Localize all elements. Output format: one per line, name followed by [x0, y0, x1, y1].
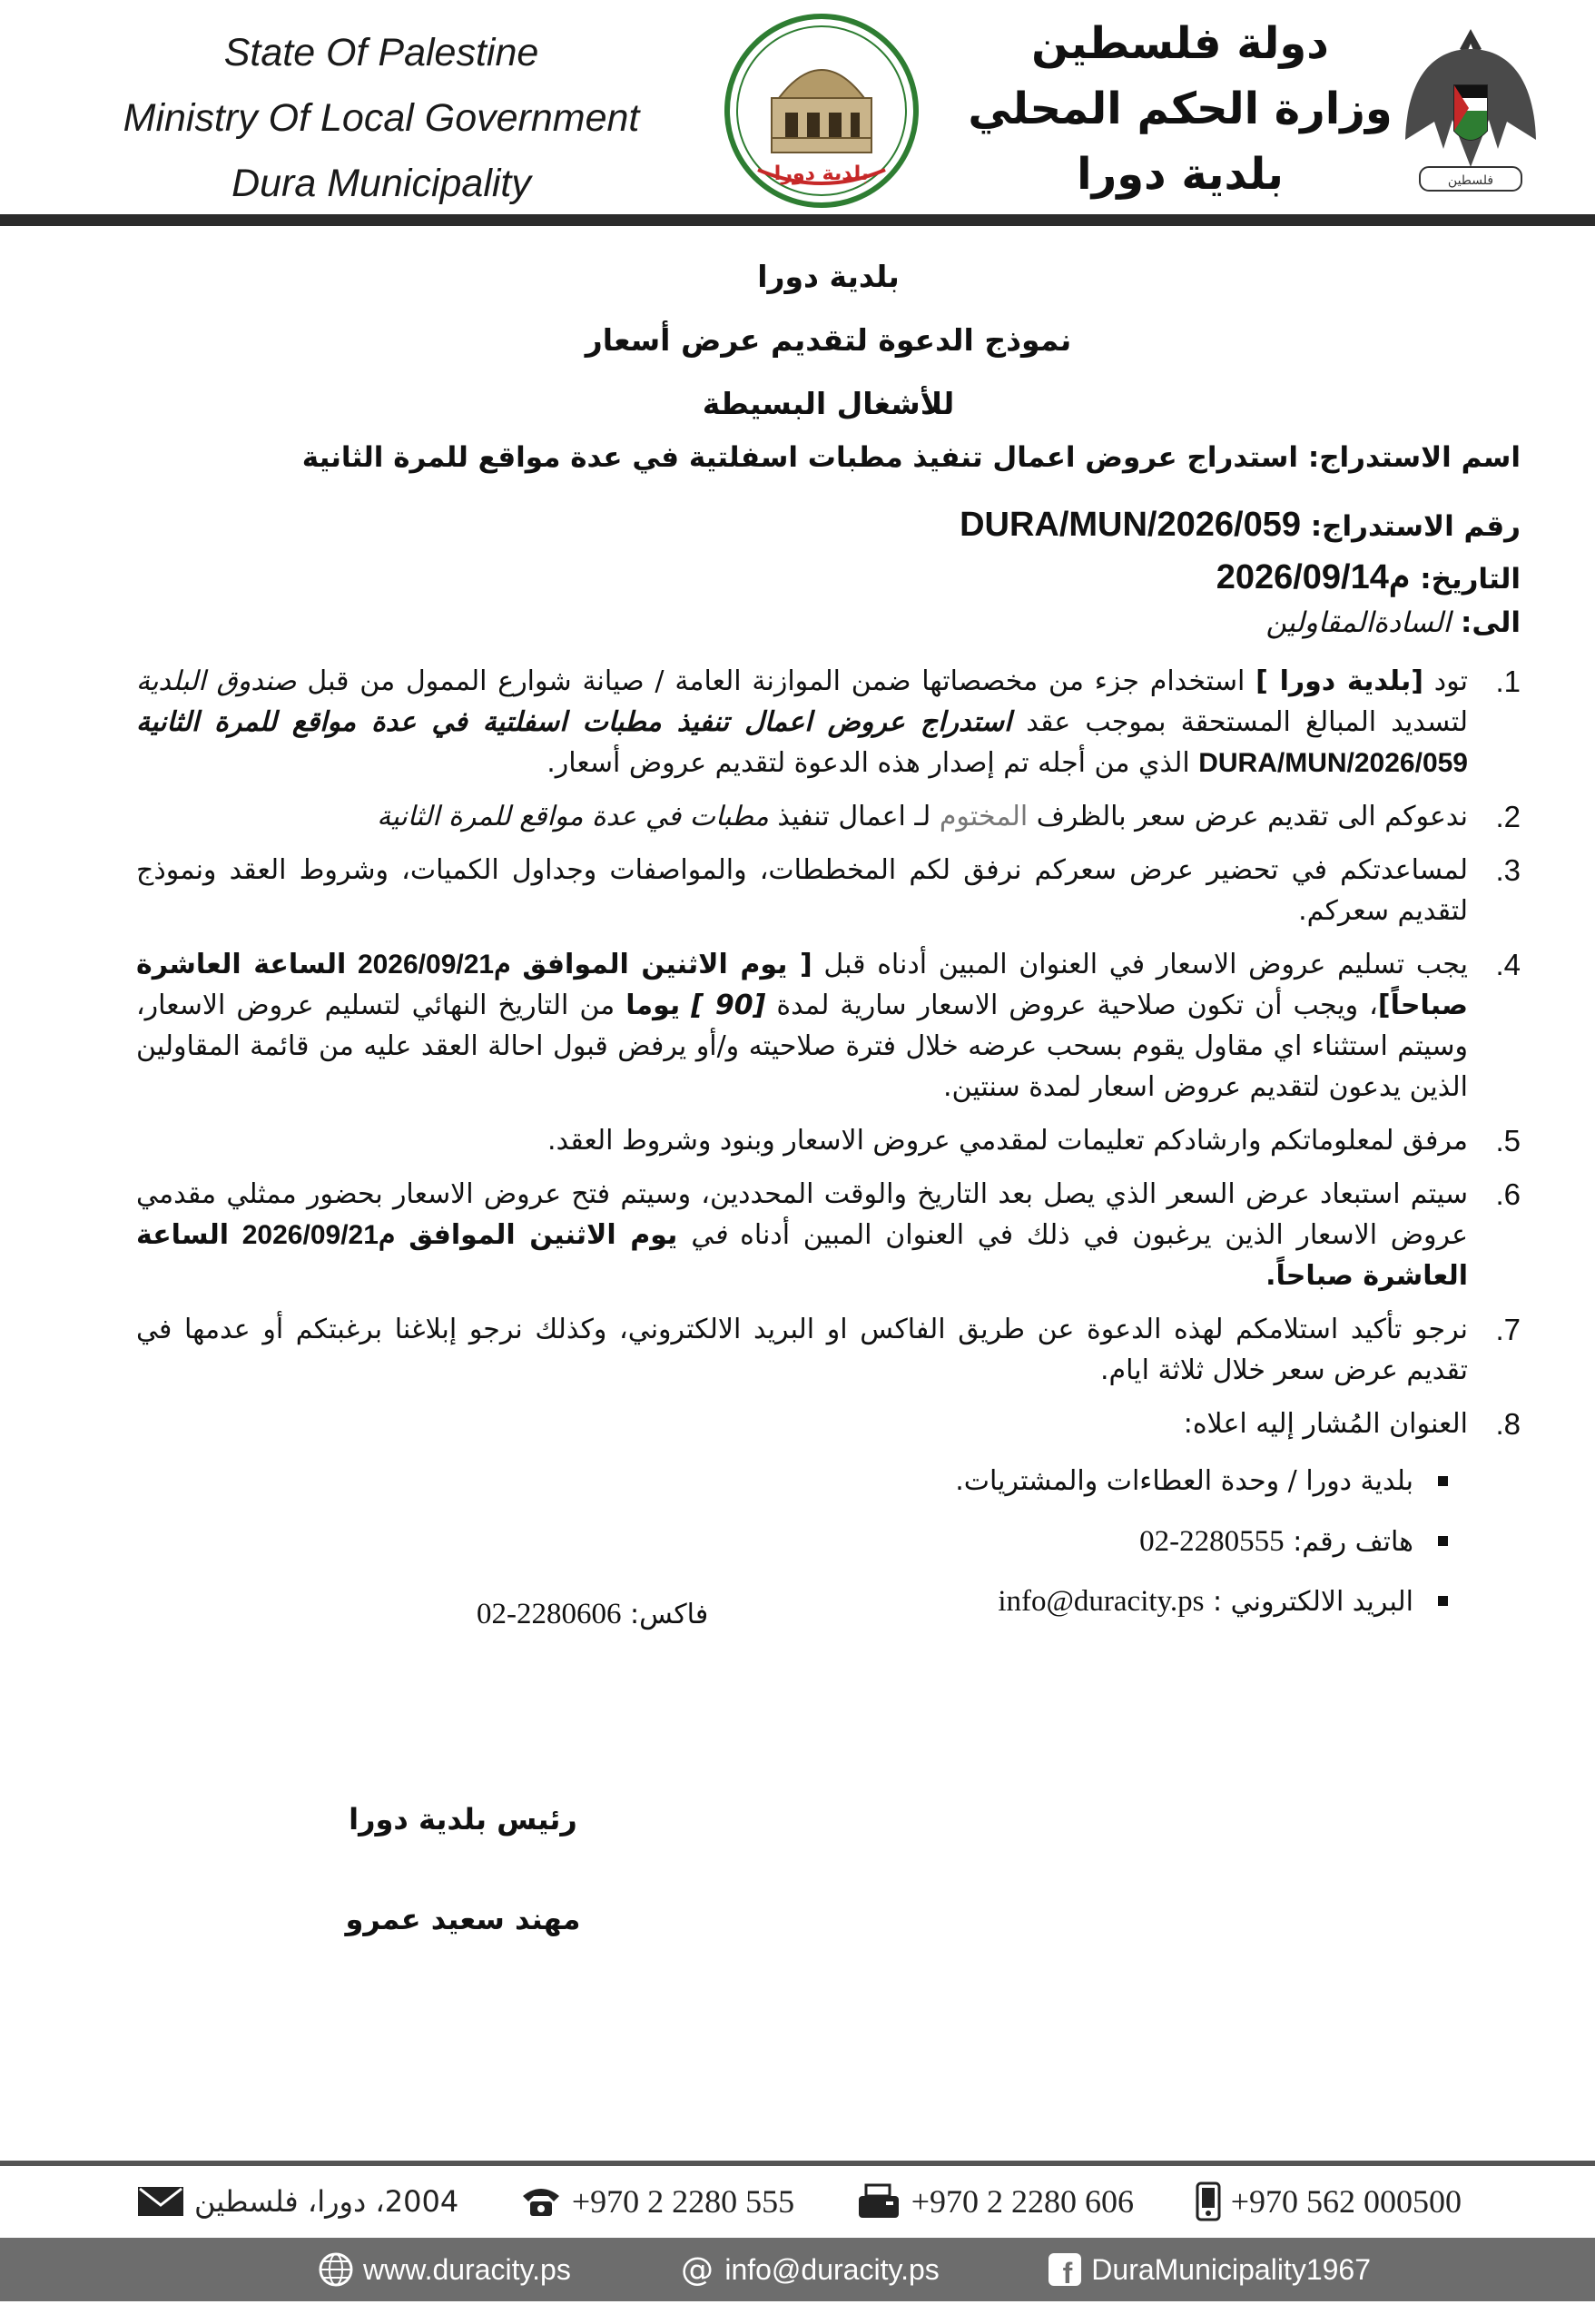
instructions-list: [136, 661, 1521, 1444]
list-item: 3. لمساعدتكم في تحضير عرض سعركم نرفق لكم المخططات، والمواصفات وجداول الكميات، وشروط العقد ونموذج لتقديم سعركم.: [136, 853, 1521, 927]
footer-mobile: +970 562 000500: [1195, 2181, 1462, 2221]
bullet-icon: [1438, 1536, 1448, 1546]
fax-icon: [855, 2183, 902, 2220]
ministry-name-ar: وزارة الحكم المحلي: [968, 84, 1393, 134]
municipality-name-en: Dura Municipality: [231, 162, 531, 205]
title-works: للأشغال البسيطة: [702, 386, 955, 421]
address-unit: بلدية دورا / وحدة العطاءات والمشتريات.: [136, 1452, 1448, 1512]
state-name-ar: دولة فلسطين: [1031, 18, 1329, 69]
letter-body: [136, 245, 1521, 1631]
list-item: 5. مرفق لمعلوماتكم وارشادكم تعليمات لمقدمي عروض الاسعار وبنود وشروط العقد.: [547, 1124, 1521, 1157]
envelope-icon: [136, 2183, 185, 2220]
tender-date: التاريخ: 2026/09/14م: [1216, 558, 1521, 596]
title-form: نموذج الدعوة لتقديم عرض أسعار: [585, 322, 1072, 358]
bullet-icon: [1438, 1476, 1448, 1486]
footer-email[interactable]: @ info@duracity.ps: [681, 2251, 940, 2288]
footer-online: [318, 2242, 1371, 2297]
footer-fax: +970 2 2280 606: [855, 2182, 1134, 2221]
footer-divider: [0, 2161, 1595, 2166]
list-item: 6. سيتم استبعاد عرض السعر الذي يصل بعد التاريخ والوقت المحددين، وسيتم فتح عروض الاسعار بحضور ممثلي مقدمي عروض الاسعار الذين يرغبون في ذلك في العنوان المبين أدناه في يوم الاثنين الموافق 2026/09/21م الساعة العاشرة صباحاً.: [136, 1177, 1521, 1292]
dura-municipality-logo: [722, 11, 921, 211]
state-name-en: State Of Palestine: [223, 31, 539, 74]
address-email: البريد الالكتروني : info@duracity.ps: [136, 1571, 1448, 1631]
header-divider: [0, 214, 1595, 226]
footer-phone: +970 2 2280 555: [519, 2182, 794, 2221]
municipality-name-ar: بلدية دورا: [1077, 149, 1284, 200]
phone-icon: [519, 2183, 563, 2220]
footer-website[interactable]: www.duracity.ps: [318, 2251, 571, 2288]
address-phone: هاتف رقم: 02-2280555: [136, 1512, 1448, 1571]
signatory-title: رئيس بلدية دورا: [349, 1802, 577, 1837]
footer-contacts: [136, 2174, 1462, 2229]
signatory-name: مهند سعيد عمرو: [345, 1902, 581, 1936]
tender-name: اسم الاستدراج: استدراج عروض اعمال تنفيذ مطبات اسفلتية في عدة مواقع للمرة الثانية: [301, 441, 1521, 474]
letterhead-english: [64, 20, 699, 216]
globe-icon: [318, 2251, 354, 2288]
list-item: 8. العنوان المُشار إليه اعلاه:: [1183, 1407, 1521, 1441]
footer-pobox: 2004، دورا، فلسطين: [136, 2183, 458, 2220]
list-item: 2. ندعوكم الى تقديم عرض سعر بالظرف المختوم لـ اعمال تنفيذ مطبات في عدة مواقع للمرة الثانية: [377, 800, 1521, 833]
address-fax: فاكس: 02-2280606: [477, 1598, 709, 1630]
mobile-icon: [1195, 2181, 1222, 2221]
list-item: 4. يجب تسليم عروض الاسعار في العنوان المبين أدناه قبل [ يوم الاثنين الموافق 2026/09/21م الساعة العاشرة صباحاً]، ويجب أن تكون صلاحية عروض الاسعار سارية لمدة [90 ] يوما من التاريخ النهائي لتسليم عروض الاسعار، وسيتم استثناء اي مقاول يقوم بسحب عرضه خلال فترة صلاحيته و/أو يرفض قبول احالة العقد عليه من قائمة المقاولين الذين يدعون لتقديم عروض اسعار لمدة سنتين.: [136, 948, 1521, 1103]
recipients: الى: السادةالمقاولين: [1265, 606, 1521, 639]
list-item: 1. تود [بلدية دورا ] استخدام جزء من مخصصاتها ضمن الموازنة العامة / صيانة شوارع الممول من قبل صندوق البلدية لتسديد المبالغ المستحقة بموجب عقد استدراج عروض اعمال تنفيذ مطبات اسفلتية في عدة مواقع للمرة الثانية DURA/MUN/2026/059 الذي من أجله تم إصدار هذه الدعوة لتقديم عروض أسعار.: [136, 665, 1521, 779]
ministry-name-en: Ministry Of Local Government: [123, 96, 640, 140]
bullet-icon: [1438, 1596, 1448, 1606]
address-list: [136, 1452, 1521, 1631]
tender-number: رقم الاستدراج: DURA/MUN/2026/059: [960, 506, 1521, 544]
email-link[interactable]: info@duracity.ps: [998, 1585, 1205, 1618]
palestine-eagle-emblem: [1398, 13, 1543, 203]
svg-text:@: @: [681, 2251, 714, 2288]
footer-facebook[interactable]: f DuraMunicipality1967: [1048, 2252, 1371, 2287]
svg-text:بلدية دورا: بلدية دورا: [773, 162, 870, 185]
at-sign-icon: [679, 2251, 715, 2288]
list-item: 7. نرجو تأكيد استلامكم لهذه الدعوة عن طريق الفاكس او البريد الالكتروني، وكذلك نرجو إبلاغنا برغبتكم أو عدمها في تقديم عرض سعر خلال ثلاثة ايام.: [136, 1313, 1521, 1386]
svg-text:فلسطين: فلسطين: [1447, 173, 1494, 188]
svg-text:f: f: [1062, 2257, 1073, 2287]
letterhead-arabic: [944, 11, 1416, 207]
title-municipality: بلدية دورا: [757, 259, 900, 294]
facebook-icon: [1048, 2252, 1082, 2287]
